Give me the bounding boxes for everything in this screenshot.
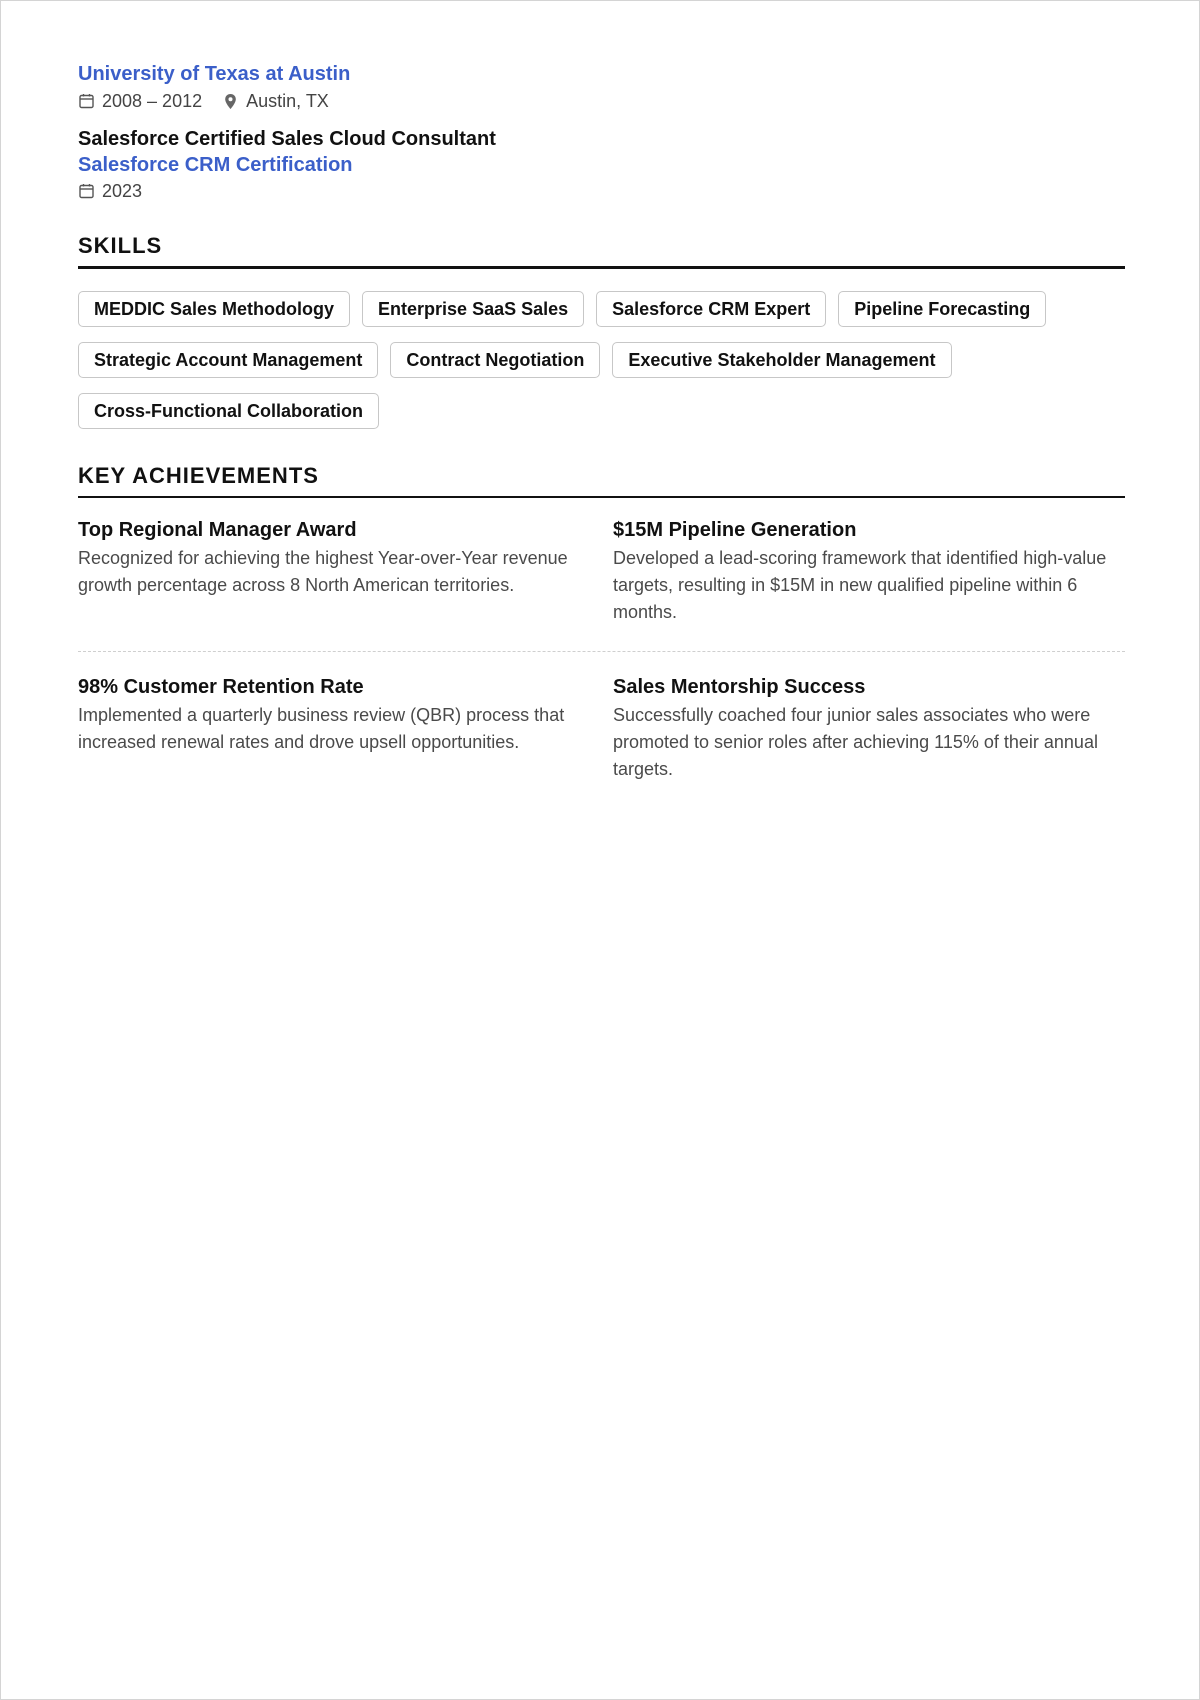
skill-chip: Cross-Functional Collaboration — [78, 393, 379, 429]
achievement-title: $15M Pipeline Generation — [613, 519, 857, 541]
achievement-title: Top Regional Manager Award — [78, 519, 357, 541]
education-institution: University of Texas at Austin — [78, 63, 351, 85]
achievements-row-divider — [78, 651, 1125, 652]
skill-chip: Strategic Account Management — [78, 342, 378, 378]
skill-chip: Pipeline Forecasting — [838, 291, 1046, 327]
calendar-icon — [78, 182, 94, 200]
achievement-item — [613, 675, 1113, 783]
skills-heading: SKILLS — [78, 233, 163, 258]
skill-chip: Contract Negotiation — [390, 342, 600, 378]
skill-chip: Enterprise SaaS Sales — [362, 291, 584, 327]
achievement-item — [613, 518, 1113, 626]
achievement-description: Developed a lead-scoring framework that identified high-value targets, resulting in $15M in new qualified pipeline within 6 months. — [613, 548, 1107, 622]
achievement-description: Implemented a quarterly business review (QBR) process that increased renewal rates and drove upsell opportunities. — [78, 705, 565, 752]
skill-chip: MEDDIC Sales Methodology — [78, 291, 350, 327]
certification-issuer: Salesforce CRM Certification — [78, 154, 353, 176]
certification-year: 2023 — [102, 181, 143, 201]
achievements-heading: KEY ACHIEVEMENTS — [78, 463, 319, 488]
achievement-title: Sales Mentorship Success — [613, 676, 866, 698]
certification-meta — [78, 180, 142, 202]
achievements-divider — [78, 496, 1125, 498]
achievement-item — [78, 675, 578, 756]
map-pin-icon — [222, 92, 238, 110]
certification-title: Salesforce Certified Sales Cloud Consultant — [78, 128, 496, 150]
education-location: Austin, TX — [246, 91, 329, 111]
skill-chip: Executive Stakeholder Management — [612, 342, 951, 378]
achievement-description: Successfully coached four junior sales associates who were promoted to senior roles after achieving 115% of their annual targets. — [613, 705, 1098, 779]
education-meta — [78, 90, 329, 112]
skill-chip: Salesforce CRM Expert — [596, 291, 826, 327]
achievement-item — [78, 518, 578, 599]
education-dates: 2008 – 2012 — [102, 91, 203, 111]
achievement-description: Recognized for achieving the highest Year-over-Year revenue growth percentage across 8 North American territories. — [78, 548, 568, 595]
skills-divider — [78, 266, 1125, 269]
achievement-title: 98% Customer Retention Rate — [78, 676, 364, 698]
calendar-icon — [78, 92, 94, 110]
